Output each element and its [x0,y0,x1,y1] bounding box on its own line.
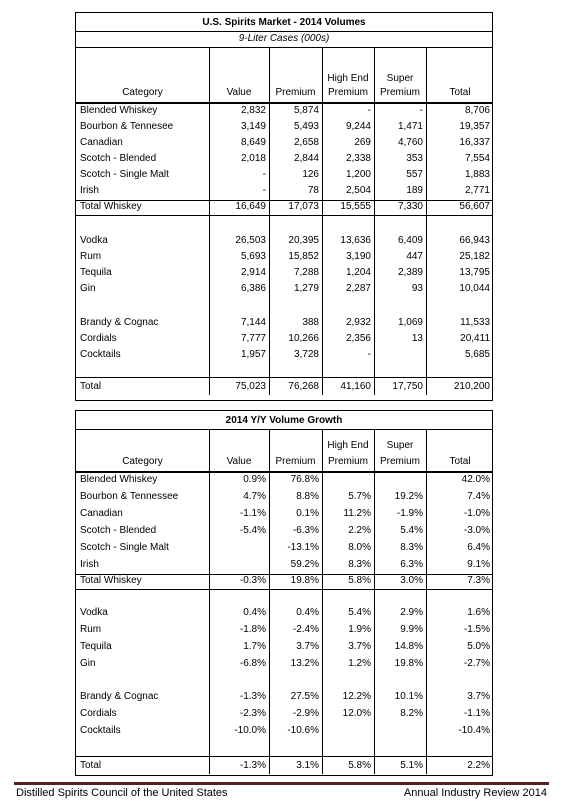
cell-total: -3.0% [463,525,490,536]
cell-premium: 7,288 [293,267,319,278]
cell-premium: -2.9% [292,708,319,719]
col-divider [374,103,375,395]
cell-category: Brandy & Cognac [80,317,159,328]
cell-total: 8,706 [464,105,490,116]
cell-total: -10.4% [458,725,490,736]
cell-high-end: 2,287 [345,283,371,294]
cell-premium: 10,266 [288,333,319,344]
subtotal-divider [76,574,492,575]
cell-category: Total Whiskey [80,575,142,586]
cell-high-end: 5.8% [348,575,371,586]
cell-super: 8.2% [400,708,423,719]
cell-premium: 15,852 [288,251,319,262]
total-divider [76,756,492,757]
total-divider [76,377,492,378]
cell-premium: 20,395 [288,235,319,246]
subtotal-divider [76,589,492,590]
header-high-end: High End [327,440,369,451]
cell-value: -6.8% [239,658,266,669]
cell-category: Bourbon & Tennesee [80,121,174,132]
cell-total: -1.1% [463,708,490,719]
col-divider [209,472,210,774]
header-category: Category [122,456,163,467]
cell-high-end: 1,204 [345,267,371,278]
cell-premium: 76,268 [288,381,319,392]
cell-super: 5.4% [400,525,423,536]
cell-value: 1.7% [243,641,266,652]
cell-category: Scotch - Blended [80,525,157,536]
cell-super: 2,389 [397,267,423,278]
cell-category: Rum [80,624,102,635]
cell-total: -2.7% [463,658,490,669]
subtotal-divider [76,200,492,201]
cell-super: 14.8% [394,641,423,652]
header-total: Total [449,87,471,98]
cell-premium: 2,844 [293,153,319,164]
cell-category: Canadian [80,137,123,148]
cell-total: 10,044 [459,283,490,294]
cell-total: 5,685 [464,349,490,360]
cell-value: 2,018 [240,153,266,164]
growth-table-title: 2014 Y/Y Volume Growth [225,415,343,426]
cell-high-end: 13,636 [340,235,371,246]
cell-high-end: 2.2% [348,525,371,536]
cell-value: - [262,185,266,196]
col-divider [269,472,270,774]
cell-super: 19.8% [394,658,423,669]
cell-super: 5.1% [400,760,423,771]
cell-high-end: 2,504 [345,185,371,196]
cell-premium: 76.8% [290,474,319,485]
cell-value: -1.3% [239,760,266,771]
col-divider [322,472,323,774]
cell-premium: 3.7% [296,641,319,652]
cell-premium: -13.1% [287,542,319,553]
cell-category: Cocktails [80,725,121,736]
cell-total: 3.7% [467,691,490,702]
cell-super: 6,409 [397,235,423,246]
cell-high-end: 5.4% [348,607,371,618]
cell-value: 1,957 [240,349,266,360]
cell-high-end: 3.7% [348,641,371,652]
cell-total: -1.0% [463,508,490,519]
header-total: Total [449,456,471,467]
cell-value: 7,144 [240,317,266,328]
cell-premium: 17,073 [288,201,319,212]
cell-value: 0.9% [243,474,266,485]
header-premium: Premium [275,87,316,98]
cell-value: -2.3% [239,708,266,719]
cell-value: -1.1% [239,508,266,519]
cell-total: 19,357 [459,121,490,132]
cell-premium: -6.3% [292,525,319,536]
cell-category: Blended Whiskey [80,474,158,485]
cell-value: 75,023 [235,381,266,392]
cell-total: 1.6% [467,607,490,618]
cell-category: Irish [80,559,99,570]
cell-super: 13 [411,333,423,344]
header-value: Value [226,456,252,467]
cell-total: 2,771 [464,185,490,196]
cell-super: 2.9% [400,607,423,618]
cell-total: 13,795 [459,267,490,278]
cell-value: -5.4% [239,525,266,536]
col-divider [322,103,323,395]
col-divider [426,472,427,774]
cell-super: -1.9% [396,508,423,519]
cell-super: 6.3% [400,559,423,570]
header-divider [76,102,492,104]
col-divider [209,103,210,395]
header-value: Value [226,87,252,98]
cell-premium: 78 [307,185,319,196]
cell-premium: 5,874 [293,105,319,116]
cell-premium: 27.5% [290,691,319,702]
cell-high-end: 8.3% [348,559,371,570]
cell-total: 210,200 [453,381,490,392]
cell-high-end: 5.8% [348,760,371,771]
cell-high-end: 12.0% [342,708,371,719]
cell-high-end: 2,356 [345,333,371,344]
cell-super: 189 [406,185,423,196]
footer-left: Distilled Spirits Council of the United States [16,787,228,799]
col-divider [374,472,375,774]
cell-value: 26,503 [235,235,266,246]
cell-value: 0.4% [243,607,266,618]
cell-category: Vodka [80,607,108,618]
cell-high-end: 5.7% [348,491,371,502]
header-divider [76,471,492,473]
cell-category: Gin [80,283,96,294]
cell-premium: 59.2% [290,559,319,570]
cell-super: 19.2% [394,491,423,502]
cell-premium: 3,728 [293,349,319,360]
cell-premium: 1,279 [293,283,319,294]
cell-high-end: 1,200 [345,169,371,180]
cell-premium: -10.6% [287,725,319,736]
cell-category: Canadian [80,508,123,519]
header-high-end-premium: Premium [327,456,368,467]
cell-total: 66,943 [459,235,490,246]
cell-super: 93 [411,283,423,294]
cell-category: Scotch - Single Malt [80,169,169,180]
cell-super: 4,760 [397,137,423,148]
cell-super: 1,471 [397,121,423,132]
cell-premium: 126 [302,169,319,180]
cell-high-end: 12.2% [342,691,371,702]
header-super: Super [386,73,414,84]
cell-super: - [419,105,423,116]
cell-super: 10.1% [394,691,423,702]
cell-super: 447 [406,251,423,262]
cell-super: 1,069 [397,317,423,328]
cell-value: -0.3% [239,575,266,586]
header-category: Category [122,87,163,98]
cell-value: -1.8% [239,624,266,635]
volumes-table-subtitle: 9-Liter Cases (000s) [238,33,330,44]
title-divider [76,429,492,430]
cell-category: Cocktails [80,349,121,360]
header-premium: Premium [275,456,316,467]
header-super-premium: Premium [379,87,420,98]
cell-total: 25,182 [459,251,490,262]
title-divider [76,31,492,32]
cell-category: Tequila [80,641,112,652]
cell-total: 20,411 [460,333,490,344]
cell-category: Blended Whiskey [80,105,158,116]
cell-category: Irish [80,185,99,196]
subtitle-divider [76,47,492,48]
col-divider [426,103,427,395]
subtotal-divider [76,215,492,216]
header-high-end-premium: Premium [327,87,368,98]
cell-total: 2.2% [467,760,490,771]
cell-category: Rum [80,251,102,262]
volumes-table-title: U.S. Spirits Market - 2014 Volumes [202,17,366,28]
cell-premium: 0.4% [296,607,319,618]
cell-category: Cordials [80,333,117,344]
cell-high-end: 2,932 [345,317,371,328]
cell-super: 8.3% [400,542,423,553]
cell-value: 3,149 [240,121,266,132]
cell-super: 353 [406,153,423,164]
cell-premium: 19.8% [290,575,319,586]
cell-total: 9.1% [467,559,490,570]
cell-super: 557 [406,169,423,180]
cell-high-end: 11.2% [343,508,371,519]
header-super: Super [386,440,414,451]
cell-premium: 388 [302,317,319,328]
cell-high-end: 2,338 [345,153,371,164]
cell-value: 7,777 [240,333,266,344]
cell-high-end: 3,190 [345,251,371,262]
cell-category: Bourbon & Tennessee [80,491,179,502]
cell-high-end: 1.9% [348,624,371,635]
cell-category: Tequila [80,267,112,278]
col-divider [269,103,270,395]
cell-high-end: 41,160 [340,381,371,392]
cell-value: 16,649 [235,201,266,212]
cell-premium: -2.4% [292,624,319,635]
cell-total: 16,337 [459,137,490,148]
cell-total: 6.4% [467,542,490,553]
header-super-premium: Premium [379,456,420,467]
cell-value: - [262,169,266,180]
cell-category: Vodka [80,235,108,246]
volumes-table [75,12,493,401]
footer-right: Annual Industry Review 2014 [403,787,547,799]
cell-total: 7.4% [467,491,490,502]
cell-value: 8,649 [240,137,266,148]
cell-value: 5,693 [240,251,266,262]
cell-total: 56,607 [459,201,490,212]
cell-premium: 3.1% [296,760,319,771]
cell-total: -1.5% [463,624,490,635]
cell-premium: 5,493 [293,121,319,132]
growth-table [75,410,493,776]
cell-super: 3.0% [400,575,423,586]
cell-high-end: 15,555 [340,201,371,212]
cell-value: -10.0% [234,725,266,736]
cell-premium: 13.2% [290,658,319,669]
cell-category: Scotch - Single Malt [80,542,169,553]
cell-value: 4.7% [243,491,266,502]
cell-value: 2,832 [240,105,266,116]
cell-total: 11,533 [460,317,490,328]
cell-high-end: - [367,349,371,360]
cell-premium: 2,658 [293,137,319,148]
cell-value: -1.3% [239,691,266,702]
cell-high-end: 9,244 [345,121,371,132]
cell-premium: 0.1% [296,508,319,519]
cell-total: 7,554 [464,153,490,164]
cell-category: Scotch - Blended [80,153,157,164]
cell-category: Total [80,381,102,392]
cell-total: 42.0% [461,474,490,485]
header-high-end: High End [327,73,369,84]
cell-super: 9.9% [400,624,423,635]
cell-high-end: 8.0% [348,542,371,553]
cell-category: Total Whiskey [80,201,142,212]
cell-category: Cordials [80,708,117,719]
cell-total: 1,883 [464,169,490,180]
cell-category: Gin [80,658,96,669]
cell-category: Brandy & Cognac [80,691,159,702]
cell-total: 7.3% [467,575,490,586]
cell-high-end: 269 [354,137,371,148]
cell-total: 5.0% [467,641,490,652]
footer-rule [14,782,549,785]
cell-category: Total [80,760,102,771]
cell-value: 2,914 [240,267,266,278]
cell-high-end: 1.2% [348,658,371,669]
cell-high-end: - [367,105,371,116]
cell-value: 6,386 [240,283,266,294]
cell-super: 17,750 [392,381,423,392]
cell-super: 7,330 [397,201,423,212]
cell-premium: 8.8% [296,491,319,502]
